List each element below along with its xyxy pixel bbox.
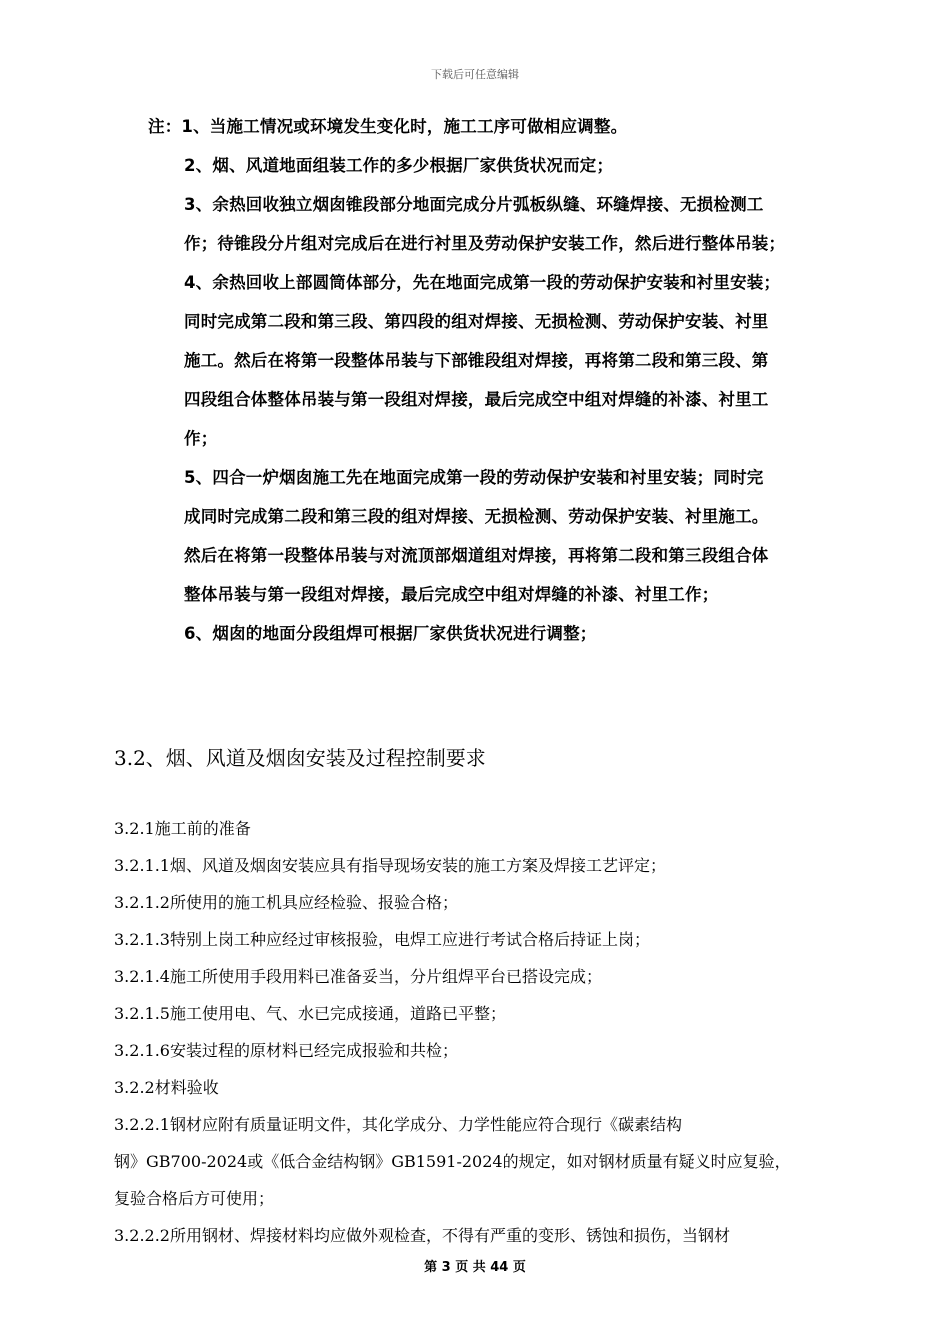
body-line: 3.2.2.1钢材应附有质量证明文件，其化学成分、力学性能应符合现行《碳素结构 bbox=[114, 1115, 682, 1134]
body-line: 3.2.1.2所使用的施工机具应经检验、报验合格； bbox=[114, 893, 458, 912]
body-line: 3.2.1.6安装过程的原材料已经完成报验和共检； bbox=[114, 1041, 458, 1060]
note-line: 2、烟、风道地面组装工作的多少根据厂家供货状况而定； bbox=[184, 156, 614, 175]
note-line: 成同时完成第二段和第三段的组对焊接、无损检测、劳动保护安装、衬里施工。 bbox=[184, 507, 769, 526]
body-line: 3.2.1.4施工所使用手段用料已准备妥当，分片组焊平台已搭设完成； bbox=[114, 967, 602, 986]
body-text bbox=[114, 810, 874, 1254]
note-line: 6、烟囱的地面分段组焊可根据厂家供货状况进行调整； bbox=[184, 624, 597, 643]
note-line: 3、余热回收独立烟囱锥段部分地面完成分片弧板纵缝、环缝焊接、无损检测工 bbox=[184, 195, 764, 214]
body-line: 3.2.2.2所用钢材、焊接材料均应做外观检查，不得有严重的变形、锈蚀和损伤，当钢材 bbox=[114, 1226, 730, 1245]
note-line: 作； bbox=[184, 429, 218, 448]
body-line: 3.2.1施工前的准备 bbox=[114, 819, 251, 838]
body-line: 3.2.1.5施工使用电、气、水已完成接通，道路已平整； bbox=[114, 1004, 506, 1023]
note-line: 4、余热回收上部圆筒体部分，先在地面完成第一段的劳动保护安装和衬里安装； bbox=[184, 273, 781, 292]
note-block bbox=[148, 107, 868, 653]
note-line: 注：1、当施工情况或环境发生变化时，施工工序可做相应调整。 bbox=[148, 117, 628, 136]
body-line: 3.2.1.1烟、风道及烟囱安装应具有指导现场安装的施工方案及焊接工艺评定； bbox=[114, 856, 666, 875]
page-header: 下载后可任意编辑 bbox=[431, 68, 519, 81]
page-footer: 第 3 页 共 44 页 bbox=[424, 1260, 526, 1275]
body-line: 复验合格后方可使用； bbox=[114, 1189, 275, 1208]
note-line: 整体吊装与第一段组对焊接，最后完成空中组对焊缝的补漆、衬里工作； bbox=[184, 585, 719, 604]
note-line: 四段组合体整体吊装与第一段组对焊接，最后完成空中组对焊缝的补漆、衬里工 bbox=[184, 390, 769, 409]
note-line: 5、四合一炉烟囱施工先在地面完成第一段的劳动保护安装和衬里安装；同时完 bbox=[184, 468, 764, 487]
note-line: 作；待锥段分片组对完成后在进行衬里及劳动保护安装工作，然后进行整体吊装； bbox=[184, 234, 786, 253]
note-line: 同时完成第二段和第三段、第四段的组对焊接、无损检测、劳动保护安装、衬里 bbox=[184, 312, 769, 331]
body-line: 钢》GB700-2024或《低合金结构钢》GB1591-2024的规定，如对钢材质量有疑义时应复验， bbox=[114, 1152, 791, 1171]
note-line: 然后在将第一段整体吊装与对流顶部烟道组对焊接，再将第二段和第三段组合体 bbox=[184, 546, 769, 565]
body-line: 3.2.1.3特别上岗工种应经过审核报验，电焊工应进行考试合格后持证上岗； bbox=[114, 930, 650, 949]
note-line: 施工。然后在将第一段整体吊装与下部锥段组对焊接，再将第二段和第三段、第 bbox=[184, 351, 769, 370]
section-heading: 3.2、烟、风道及烟囱安装及过程控制要求 bbox=[114, 746, 486, 770]
body-line: 3.2.2材料验收 bbox=[114, 1078, 219, 1097]
